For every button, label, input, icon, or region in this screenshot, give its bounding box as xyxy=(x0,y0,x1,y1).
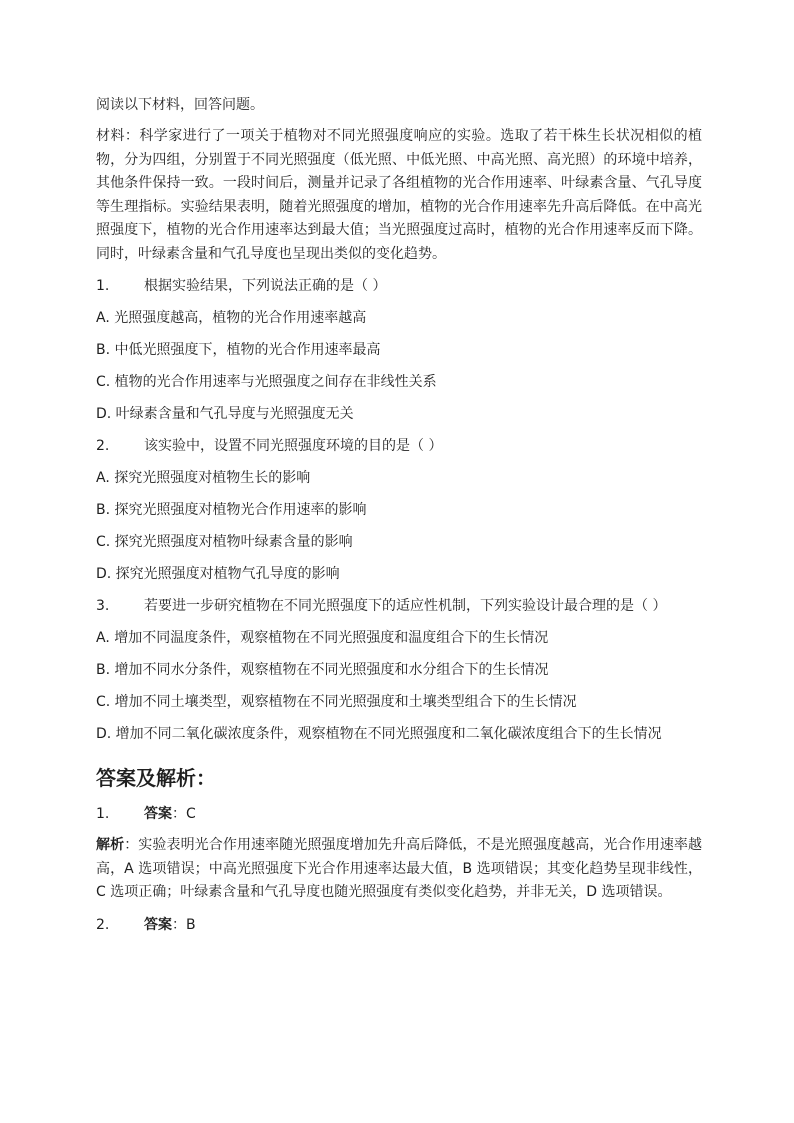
material-label: 材料： xyxy=(96,128,140,144)
question-number: 2. xyxy=(96,438,110,454)
answer-1 xyxy=(96,802,702,826)
question-text: 若要进一步研究植物在不同光照强度下的适应性机制，下列实验设计最合理的是（ ） xyxy=(144,598,667,614)
question-3 xyxy=(96,594,702,618)
question-number: 3. xyxy=(96,598,110,614)
question-1 xyxy=(96,274,702,298)
option-3c: C. 增加不同土壤类型，观察植物在不同光照强度和土壤类型组合下的生长情况 xyxy=(96,694,577,710)
option-1d: D. 叶绿素含量和气孔导度与光照强度无关 xyxy=(96,406,354,422)
answer-2 xyxy=(96,913,702,937)
question-2 xyxy=(96,434,702,458)
option-1a: A. 光照强度越高，植物的光合作用速率越高 xyxy=(96,310,367,326)
answer-label: 答案 xyxy=(144,806,172,822)
option-2a: A. 探究光照强度对植物生长的影响 xyxy=(96,470,311,486)
document-content xyxy=(96,93,702,945)
material-text: 科学家进行了一项关于植物对不同光照强度响应的实验。选取了若干株生长状况相似的植物，分为四组，分别置于不同光照强度（低光照、中低光照、中高光照、高光照）的环境中培养，其他条件保持一致。一段时间后，测量并记录了各组植物的光合作用速率、叶绿素含量、气孔导度等生理指标。实验结果表明，随着光照强度的增加，植物的光合作用速率先升高后降低。在中高光照强度下，植物的光合作用速率达到最大值；当光照强度过高时，植物的光合作用速率反而下降。同时，叶绿素含量和气孔导度也呈现出类似的变化趋势。 xyxy=(96,128,703,262)
question-text: 该实验中，设置不同光照强度环境的目的是（ ） xyxy=(144,438,443,454)
option-3d: D. 增加不同二氧化碳浓度条件，观察植物在不同光照强度和二氧化碳浓度组合下的生长情况 xyxy=(96,726,662,742)
question-text: 根据实验结果，下列说法正确的是（ ） xyxy=(144,278,387,294)
option-3b: B. 增加不同水分条件，观察植物在不同光照强度和水分组合下的生长情况 xyxy=(96,662,549,678)
material-paragraph xyxy=(96,125,702,266)
intro-text: 阅读以下材料，回答问题。 xyxy=(96,97,264,113)
answer-value: ：B xyxy=(172,916,196,933)
option-2d: D. 探究光照强度对植物气孔导度的影响 xyxy=(96,566,340,582)
answer-number: 2. xyxy=(96,916,110,933)
option-1b: B. 中低光照强度下，植物的光合作用速率最高 xyxy=(96,342,381,358)
answer-label: 答案 xyxy=(144,916,172,933)
option-1c: C. 植物的光合作用速率与光照强度之间存在非线性关系 xyxy=(96,374,437,390)
analysis-label: 解析 xyxy=(96,837,125,853)
analysis-text: ：实验表明光合作用速率随光照强度增加先升高后降低，不是光照强度越高，光合作用速率越高，A 选项错误；中高光照强度下光合作用速率达最大值，B 选项错误；其变化趋势呈现非线性，C 选项正确；叶绿素含量和气孔导度也随光照强度有类似变化趋势，并非无关，D 选项错误。 xyxy=(96,837,703,900)
analysis-1 xyxy=(96,834,702,905)
option-3a: A. 增加不同温度条件，观察植物在不同光照强度和温度组合下的生长情况 xyxy=(96,630,549,646)
answer-value: ：C xyxy=(172,806,196,822)
option-2b: B. 探究光照强度对植物光合作用速率的影响 xyxy=(96,502,367,518)
answers-heading: 答案及解析： xyxy=(96,766,216,790)
option-2c: C. 探究光照强度对植物叶绿素含量的影响 xyxy=(96,534,353,550)
answer-number: 1. xyxy=(96,806,110,822)
question-number: 1. xyxy=(96,278,110,294)
